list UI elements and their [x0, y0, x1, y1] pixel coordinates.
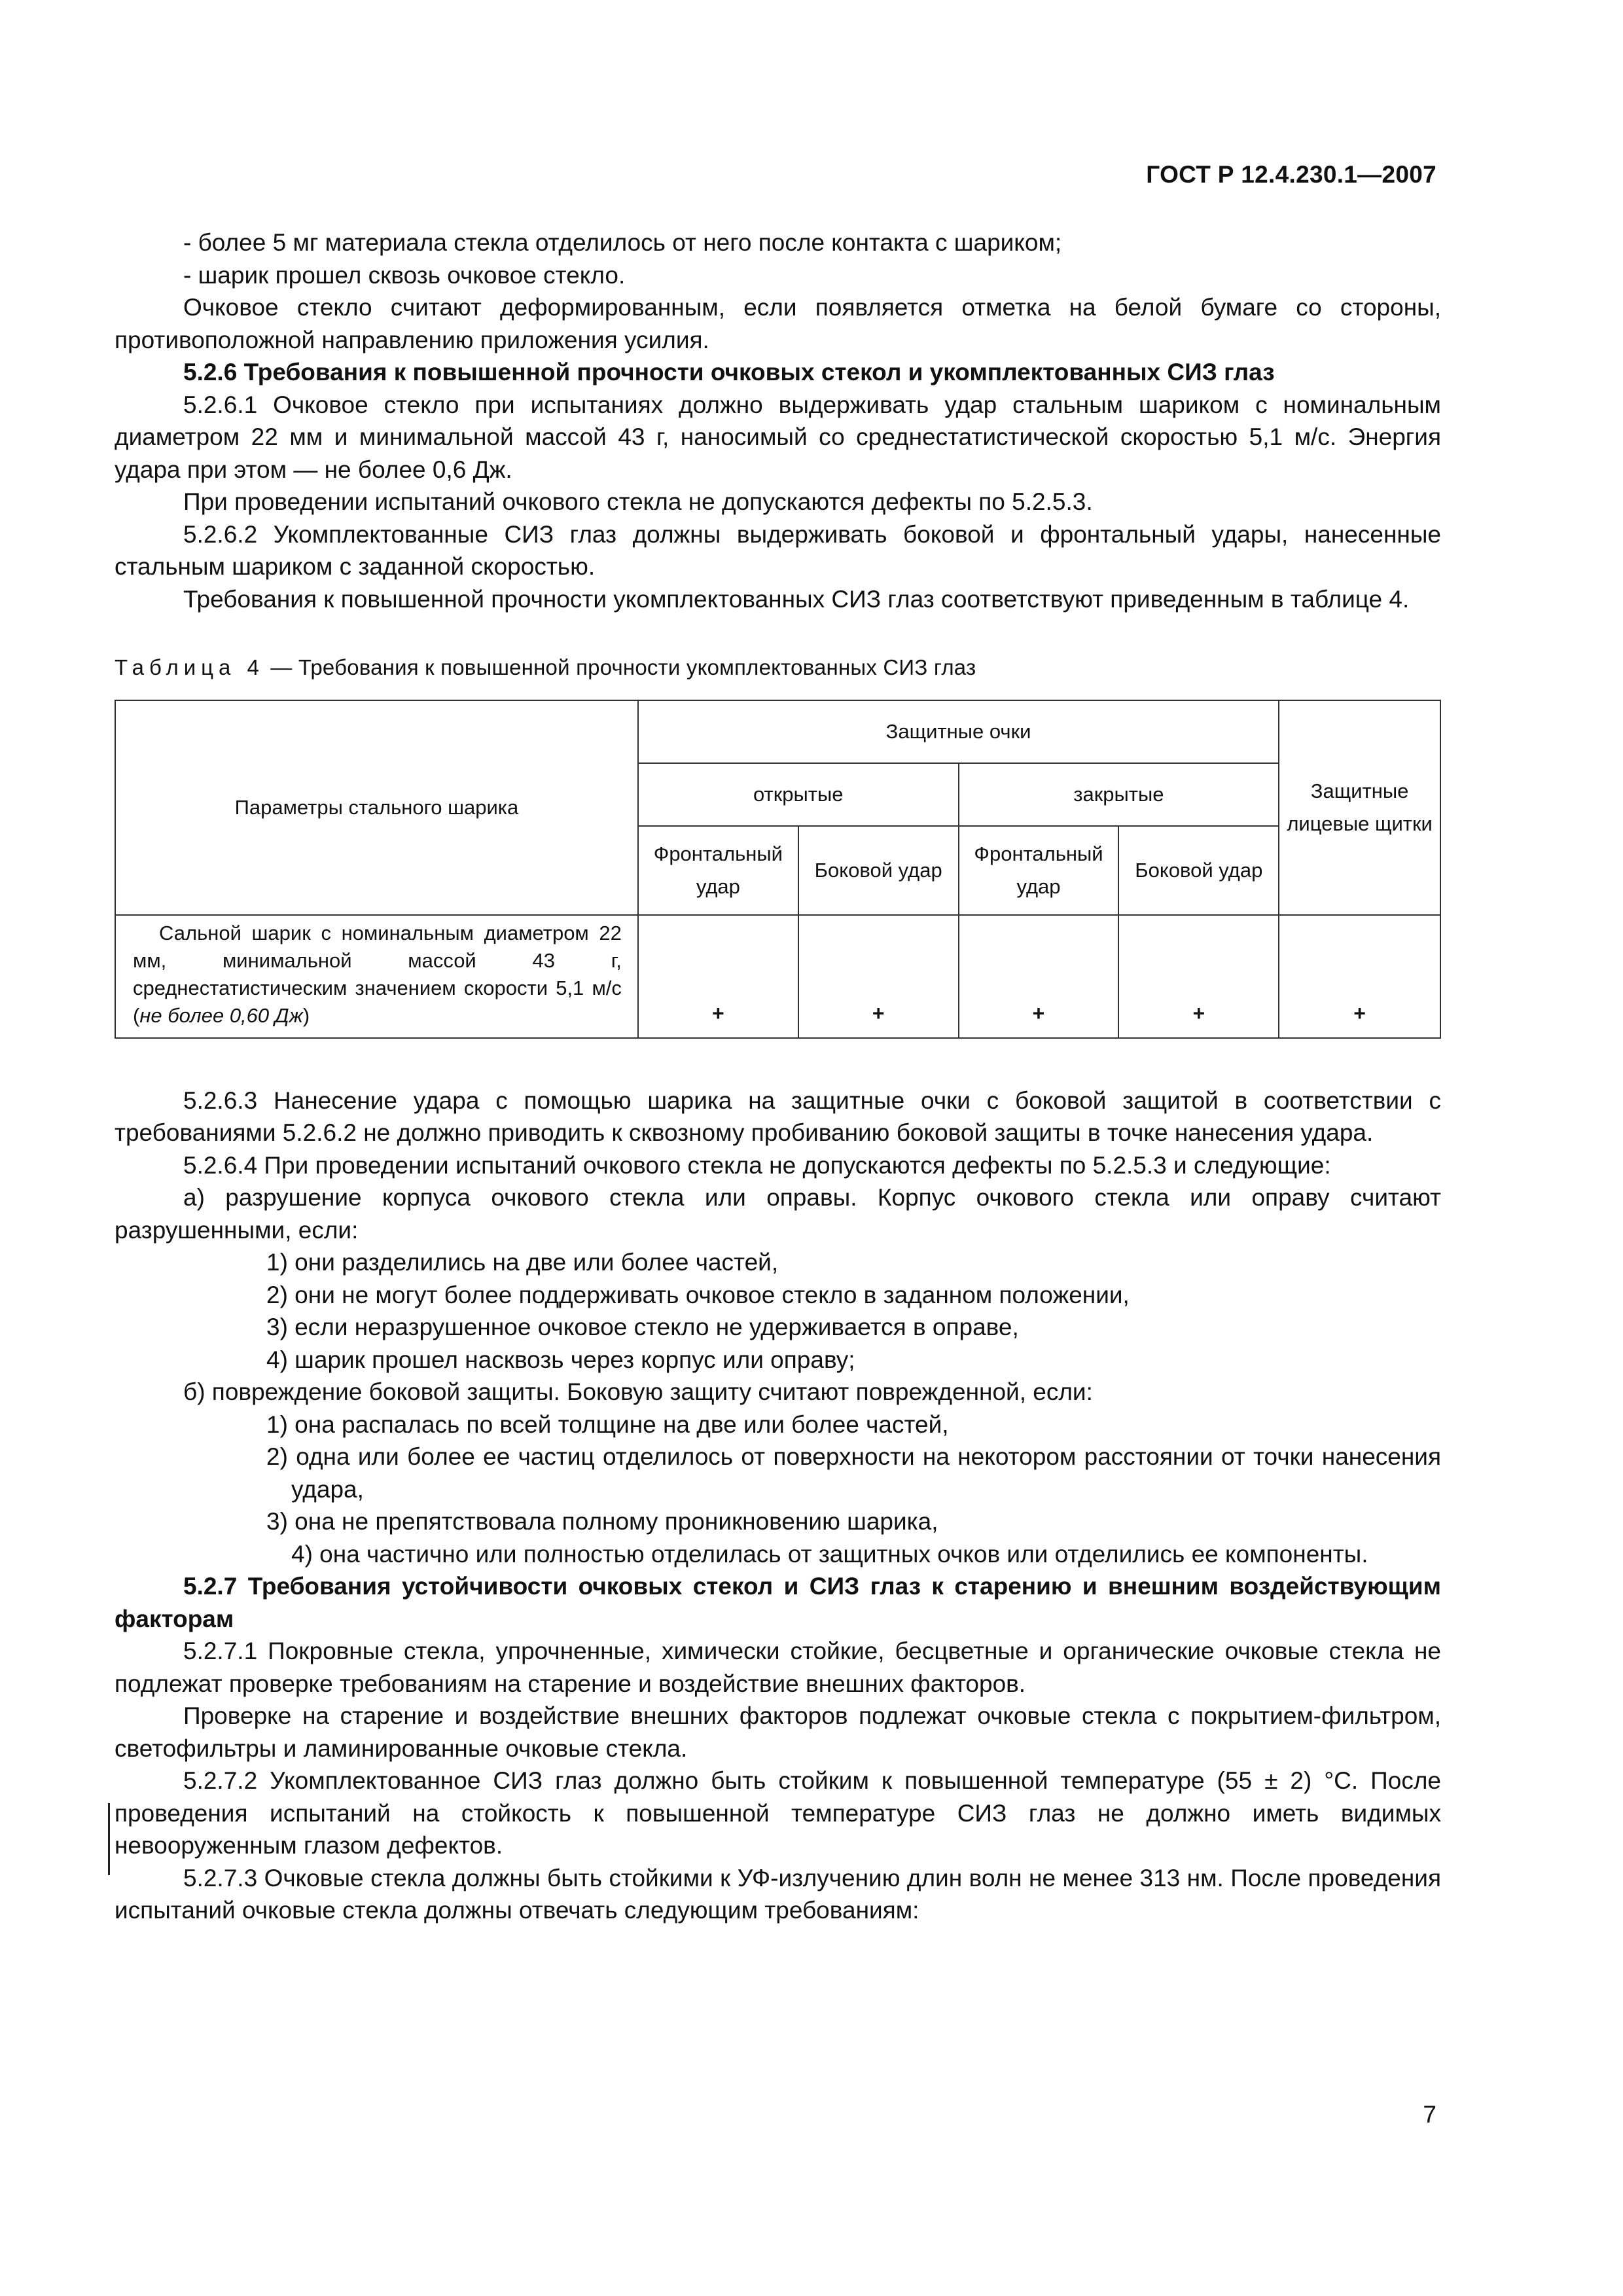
table-cell-mark: +	[798, 915, 959, 1038]
page-body	[115, 226, 1441, 1927]
paragraph: 5.2.6.3 Нанесение удара с помощью шарика на защитные очки с боковой защитой в соответствии с требованиями 5.2.6.2 не должно приводить к сквозному пробиванию боковой защиты в точке нанесения удара.	[115, 1086, 1441, 1146]
page-number: 7	[1423, 2101, 1436, 2128]
requirements-table	[115, 700, 1441, 1039]
header-cell-closed-side: Боковой удар	[1118, 826, 1279, 915]
list-item-a: а) разрушение корпуса очкового стекла или оправы. Корпус очкового стекла или оправу считают разрушенными, если:	[115, 1184, 1441, 1244]
list-item: 4) она частично или полностью отделилась от защитных очков или отделились ее компоненты.	[291, 1540, 1368, 1568]
list-item: 2) одна или более ее частиц отделилось от поверхности на некотором расстоянии от точки нанесения удара,	[266, 1443, 1441, 1503]
revision-bar	[108, 1803, 110, 1875]
header-cell-open-side: Боковой удар	[798, 826, 959, 915]
table-cell-param: Сальной шарик с номинальным диаметром 22 мм, минимальной массой 43 г, среднестатистическим значением скорости 5,1 м/с (не более 0,60 Дж)	[115, 915, 638, 1038]
table-cell-mark: +	[1279, 915, 1440, 1038]
list-item: 3) она не препятствовала полному проникновению шарика,	[266, 1508, 938, 1535]
paragraph: 5.2.6.2 Укомплектованные СИЗ глаз должны выдерживать боковой и фронтальный удары, нанесенные стальным шариком с заданной скоростью.	[115, 520, 1441, 580]
paragraph: 5.2.6.4 При проведении испытаний очкового стекла не допускаются дефекты по 5.2.5.3 и следующие:	[183, 1151, 1331, 1179]
document-code: ГОСТ Р 12.4.230.1—2007	[1146, 161, 1436, 188]
table-cell-mark: +	[638, 915, 798, 1038]
list-item-b: б) повреждение боковой защиты. Боковую защиту считают поврежденной, если:	[183, 1378, 1093, 1405]
header-cell-param: Параметры стального шарика	[115, 700, 638, 915]
header-cell-goggles: Защитные очки	[638, 700, 1279, 763]
header-cell-shields: Защитные лицевые щитки	[1279, 700, 1440, 915]
header-cell-open-frontal: Фронтальный удар	[638, 826, 798, 915]
section-heading-5-2-7: 5.2.7 Требования устойчивости очковых стекол и СИЗ глаз к старению и внешним воздействующим факторам	[115, 1573, 1441, 1632]
header-cell-open: открытые	[638, 763, 959, 826]
paragraph: Очковое стекло считают деформированным, если появляется отметка на белой бумаге со стороны, противоположной направлению приложения усилия.	[115, 294, 1441, 353]
list-item: 4) шарик прошел насквозь через корпус или оправу;	[266, 1346, 855, 1373]
paragraph: 5.2.7.1 Покровные стекла, упрочненные, химически стойкие, бесцветные и органические очковые стекла не подлежат проверке требованиям на старение и воздействие внешних факторов.	[115, 1638, 1441, 1697]
list-item: 1) они разделились на две или более частей,	[266, 1249, 779, 1276]
list-item: 2) они не могут более поддерживать очковое стекло в заданном положении,	[266, 1281, 1130, 1308]
paragraph: При проведении испытаний очкового стекла не допускаются дефекты по 5.2.5.3.	[183, 488, 1093, 515]
paragraph: 5.2.6.1 Очковое стекло при испытаниях должно выдерживать удар стальным шариком с номинальным диаметром 22 мм и минимальной массой 43 г, наносимый со среднестатистической скоростью 5,1 м/с. Энергия удара при этом — не более 0,6 Дж.	[115, 391, 1441, 483]
table-cell-mark: +	[959, 915, 1119, 1038]
paragraph: 5.2.7.3 Очковые стекла должны быть стойкими к УФ-излучению длин волн не менее 313 нм. После проведения испытаний очковые стекла должны отвечать следующим требованиям:	[115, 1864, 1441, 1924]
paragraph: 5.2.7.2 Укомплектованное СИЗ глаз должно быть стойким к повышенной температуре (55 ± 2) °С. После проведения испытаний на стойкость к повышенной температуре СИЗ глаз не должно иметь видимых невооруженным глазом дефектов.	[115, 1767, 1441, 1859]
table-caption-text: — Требования к повышенной прочности укомплектованных СИЗ глаз	[264, 655, 976, 679]
table-cell-mark: +	[1118, 915, 1279, 1038]
paragraph: - более 5 мг материала стекла отделилось от него после контакта с шариком;	[183, 229, 1062, 256]
table-caption	[115, 651, 1441, 684]
paragraph: Требования к повышенной прочности укомплектованных СИЗ глаз соответствуют приведенным в таблице 4.	[183, 585, 1410, 613]
paragraph: Проверке на старение и воздействие внешних факторов подлежат очковые стекла с покрытием-фильтром, светофильтры и ламинированные очковые стекла.	[115, 1702, 1441, 1762]
list-item: 3) если неразрушенное очковое стекло не удерживается в оправе,	[266, 1314, 1019, 1340]
header-cell-closed: закрытые	[959, 763, 1279, 826]
section-heading-5-2-6: 5.2.6 Требования к повышенной прочности очковых стекол и укомплектованных СИЗ глаз	[183, 359, 1275, 386]
paragraph: - шарик прошел сквозь очковое стекло.	[183, 261, 626, 289]
list-item: 1) она распалась по всей толщине на две или более частей,	[266, 1410, 949, 1438]
header-cell-closed-frontal: Фронтальный удар	[959, 826, 1119, 915]
table-caption-prefix: Таблица 4	[115, 655, 264, 679]
